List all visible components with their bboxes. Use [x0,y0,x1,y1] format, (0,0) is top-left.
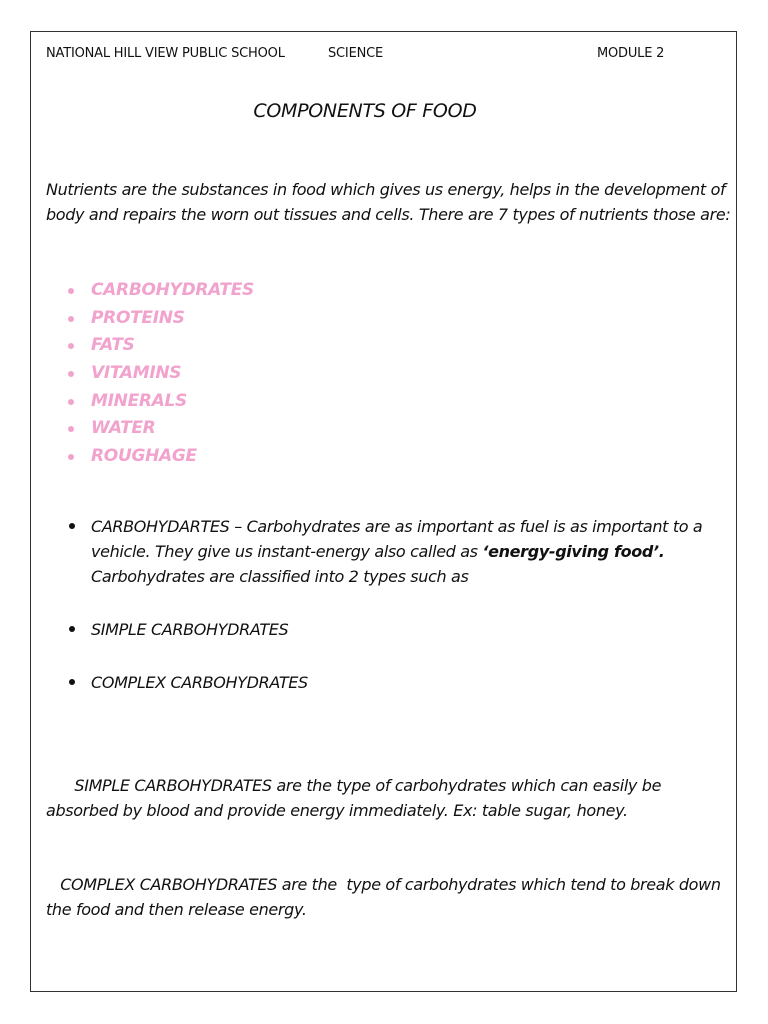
bullet-icon [68,454,74,460]
complex-carbohydrates-paragraph: COMPLEX CARBOHYDRATES are the type of carbohydrates which tend to break down the food and then release energy. [46,875,726,919]
nutrient-label: VITAMINS [91,363,182,384]
simple-carbohydrates-item [66,617,726,642]
module-label: MODULE 2 [597,46,665,61]
carbohydrate-definition-item [66,514,726,589]
bullet-icon [68,399,74,405]
nutrient-label: CARBOHYDRATES [91,280,254,300]
complex-carbohydrates-item [66,670,726,695]
subject-label: SCIENCE [328,46,383,61]
nutrient-item-minerals [66,388,254,416]
bullet-icon [68,343,74,349]
intro-paragraph: Nutrients are the substances in food which gives us energy, helps in the development of body and repairs the worn out tissues and cells. There are 7 types of nutrients those are: [46,180,731,224]
bullet-icon [69,679,75,685]
nutrient-label: ROUGHAGE [91,446,197,467]
nutrient-label: WATER [91,418,156,439]
bullet-icon [68,288,74,294]
definition-suffix: Carbohydrates are classified into 2 types such as [91,567,469,586]
definition-emphasis: ‘energy-giving food’. [482,542,665,561]
school-name: NATIONAL HILL VIEW PUBLIC SCHOOL [46,46,285,61]
definition-text: CARBOHYDARTES – Carbohydrates are as important as fuel is as important to a vehicle. They give us instant-energy also called as [91,517,703,561]
nutrient-item-water [66,415,254,443]
simple-carbohydrates-paragraph: SIMPLE CARBOHYDRATES are the type of carbohydrates which can easily be absorbed by blood and provide energy immediately. Ex: table sugar, honey. [46,776,666,820]
simple-carbohydrates-label: SIMPLE CARBOHYDRATES [91,620,289,639]
nutrient-list [66,277,254,471]
nutrient-label: FATS [91,335,135,356]
nutrient-label: PROTEINS [91,307,185,328]
nutrient-item-roughage [66,443,254,471]
bullet-icon [68,426,74,432]
nutrient-item-carbohydrates [66,277,254,305]
complex-carbohydrates-label: COMPLEX CARBOHYDRATES [91,673,308,692]
bullet-icon [68,371,74,377]
nutrient-item-proteins [66,305,254,333]
nutrient-item-fats [66,332,254,360]
nutrient-label: MINERALS [91,390,188,411]
bullet-icon [68,316,74,322]
page-border [30,31,737,992]
bullet-icon [69,626,75,632]
carbohydrate-list [66,514,726,695]
bullet-icon [69,523,75,529]
nutrient-item-vitamins [66,360,254,388]
page-title: COMPONENTS OF FOOD [253,100,477,122]
